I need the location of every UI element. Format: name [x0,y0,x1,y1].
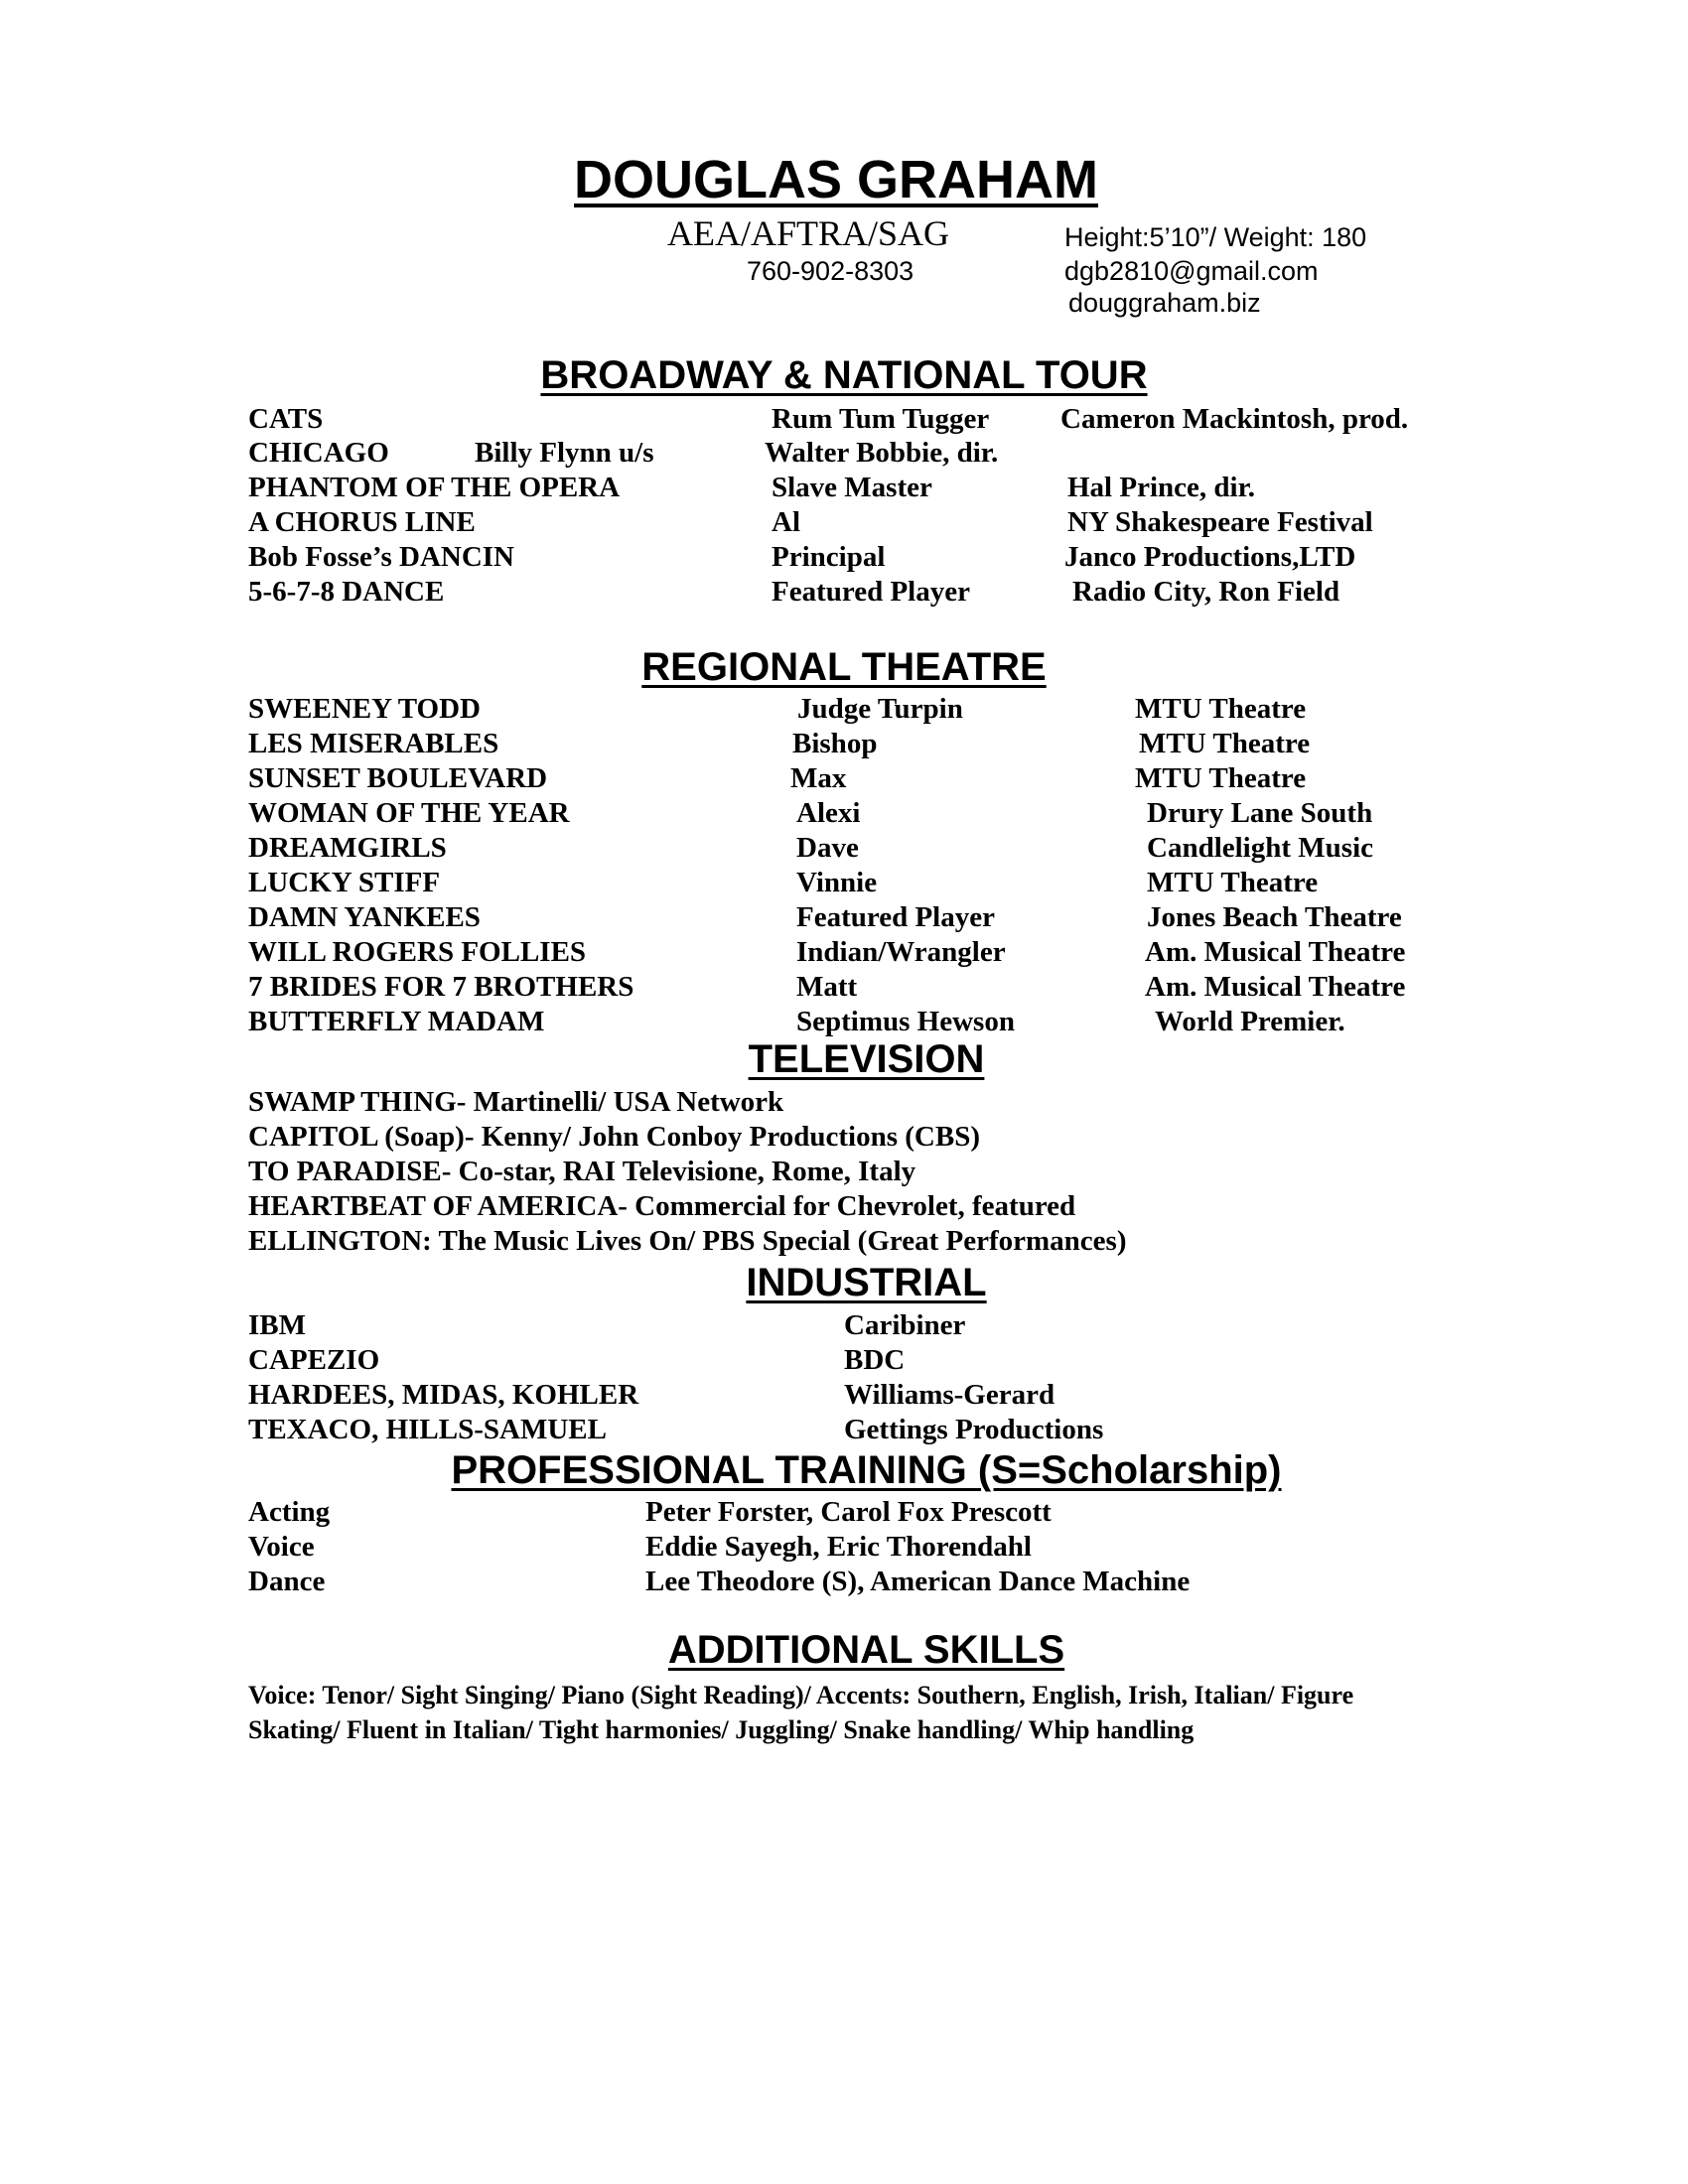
client: TEXACO, HILLS-SAMUEL [248,1414,607,1445]
show-title: SUNSET BOULEVARD [248,762,548,794]
show-title: SWEENEY TODD [248,693,481,725]
height-weight: Height:5’10”/ Weight: 180 [1064,222,1367,252]
show-title: PHANTOM OF THE OPERA [248,472,621,503]
show-title: A CHORUS LINE [248,506,476,538]
company: Cameron Mackintosh, prod. [1060,403,1409,435]
show-title: 5-6-7-8 DANCE [248,576,445,608]
show-title: CHICAGO [248,437,389,469]
role: Dave [796,832,859,864]
show-title: 7 BRIDES FOR 7 BROTHERS [248,971,634,1003]
training-row [0,1566,1688,1600]
tv-credit: TO PARADISE- Co-star, RAI Televisione, Rome, Italy [248,1156,916,1187]
company: Drury Lane South [1147,797,1373,829]
company: NY Shakespeare Festival [1067,506,1373,538]
role: Slave Master [772,472,932,503]
credit-row [0,693,1688,728]
training-area: Voice [248,1531,315,1563]
role: Rum Tum Tugger [772,403,990,435]
performer-name: DOUGLAS GRAHAM [574,150,1098,209]
section-title-broadway: BROADWAY & NATIONAL TOUR [540,353,1148,397]
role: Featured Player [772,576,970,608]
producer: Caribiner [844,1309,966,1341]
client: CAPEZIO [248,1344,380,1376]
skills-text: Voice: Tenor/ Sight Singing/ Piano (Sight Reading)/ Accents: Southern, English, Irish, Italian/ Figure Skating/ Fluent in Italian/ Tight harmonies/ Juggling/ Snake handling/ Whip handling [248,1681,1354,1744]
section-title-regional: REGIONAL THEATRE [641,645,1047,689]
credit-row [0,541,1688,576]
role: Featured Player [796,901,995,933]
credit-row [0,936,1688,971]
credit-row [0,728,1688,762]
company: MTU Theatre [1147,867,1319,898]
teachers: Peter Forster, Carol Fox Prescott [645,1496,1052,1528]
tv-credit: ELLINGTON: The Music Lives On/ PBS Special (Great Performances) [248,1225,1127,1257]
credit-row [0,867,1688,901]
section-title-television: TELEVISION [748,1037,985,1081]
producer: BDC [844,1344,906,1376]
teachers: Eddie Sayegh, Eric Thorendahl [645,1531,1032,1563]
company: Janco Productions,LTD [1064,541,1356,573]
show-title: LUCKY STIFF [248,867,441,898]
credit-row [0,762,1688,797]
show-title: DAMN YANKEES [248,901,481,933]
credit-row [0,576,1688,611]
company: Hal Prince, dir. [1067,472,1256,503]
company: World Premier. [1155,1006,1345,1037]
credit-row [0,437,1688,472]
credit-row [0,403,1688,438]
training-row [0,1496,1688,1531]
role: Septimus Hewson [796,1006,1015,1037]
company: Candlelight Music [1147,832,1373,864]
website: douggraham.biz [1068,288,1261,318]
show-title: WOMAN OF THE YEAR [248,797,570,829]
company: Am. Musical Theatre [1145,936,1406,968]
teachers: Lee Theodore (S), American Dance Machine [645,1566,1191,1597]
phone-number: 760-902-8303 [747,256,914,286]
training-area: Acting [248,1496,331,1528]
industrial-row [0,1344,1688,1379]
company: MTU Theatre [1139,728,1311,759]
show-title: BUTTERFLY MADAM [248,1006,545,1037]
industrial-row [0,1379,1688,1414]
producer: Williams-Gerard [844,1379,1055,1411]
company: Radio City, Ron Field [1072,576,1340,608]
credit-row [0,832,1688,867]
email-address: dgb2810@gmail.com [1064,256,1319,286]
client: IBM [248,1309,306,1341]
show-title: WILL ROGERS FOLLIES [248,936,587,968]
show-title: LES MISERABLES [248,728,499,759]
training-row [0,1531,1688,1566]
credit-row [0,472,1688,506]
credit-row [0,1006,1688,1040]
client: HARDEES, MIDAS, KOHLER [248,1379,639,1411]
credit-row [0,506,1688,541]
union-affiliations: AEA/AFTRA/SAG [667,213,950,253]
tv-credit: HEARTBEAT OF AMERICA- Commercial for Chevrolet, featured [248,1190,1076,1222]
tv-credit: CAPITOL (Soap)- Kenny/ John Conboy Productions (CBS) [248,1121,980,1153]
training-area: Dance [248,1566,326,1597]
role: Billy Flynn u/s [475,437,654,469]
show-title: CATS [248,403,324,435]
credit-row [0,797,1688,832]
company: MTU Theatre [1135,762,1307,794]
industrial-row [0,1414,1688,1448]
show-title: DREAMGIRLS [248,832,447,864]
role: Bishop [792,728,878,759]
role: Alexi [796,797,861,829]
role: Judge Turpin [797,693,963,725]
role: Indian/Wrangler [796,936,1006,968]
role: Vinnie [796,867,878,898]
company: Walter Bobbie, dir. [765,437,999,469]
credit-row [0,901,1688,936]
industrial-row [0,1309,1688,1344]
role: Principal [772,541,886,573]
role: Al [772,506,800,538]
show-title: Bob Fosse’s DANCIN [248,541,514,573]
company: MTU Theatre [1135,693,1307,725]
section-title-skills: ADDITIONAL SKILLS [667,1628,1065,1672]
company: Am. Musical Theatre [1145,971,1406,1003]
credit-row [0,971,1688,1006]
section-title-training: PROFESSIONAL TRAINING (S=Scholarship) [451,1448,1282,1492]
section-title-industrial: INDUSTRIAL [746,1261,987,1304]
producer: Gettings Productions [844,1414,1104,1445]
company: Jones Beach Theatre [1147,901,1402,933]
role: Max [790,762,847,794]
role: Matt [796,971,858,1003]
tv-credit: SWAMP THING- Martinelli/ USA Network [248,1086,784,1118]
